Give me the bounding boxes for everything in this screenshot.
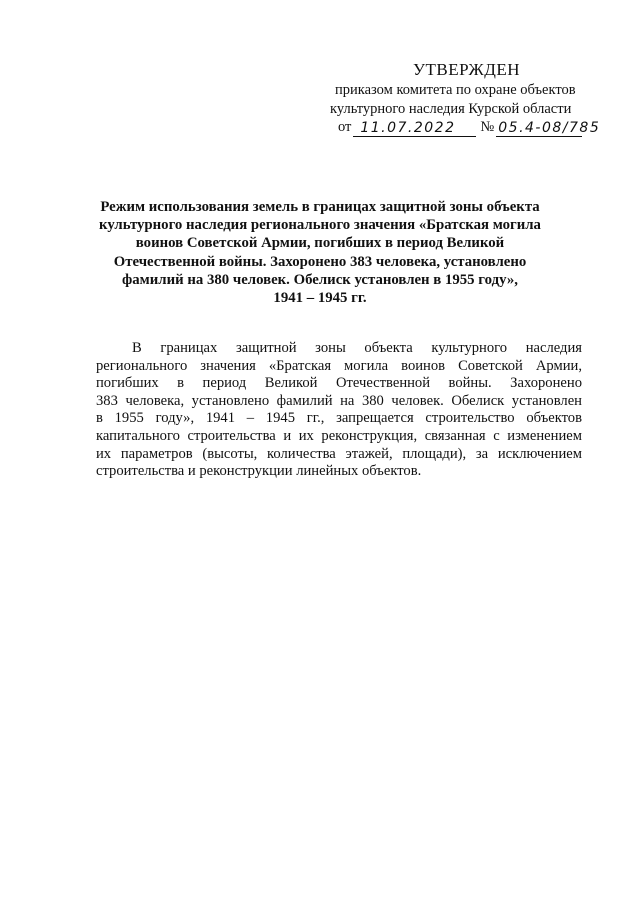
title-line: культурного наследия регионального значения «Братская могила bbox=[99, 217, 541, 234]
handwritten-number: 05.4-08/785 bbox=[498, 120, 601, 136]
approval-committee-line: культурного наследия Курской области bbox=[330, 101, 572, 117]
body-line: капитального строительства и их реконструкция, связанная с изменением bbox=[96, 427, 582, 444]
date-underline-tail bbox=[462, 120, 476, 137]
number-prefix: № bbox=[480, 119, 495, 135]
title-line: 1941 – 1945 гг. bbox=[273, 290, 367, 307]
body-line: строительства и реконструкции линейных объектов. bbox=[96, 463, 422, 480]
approval-order-line: приказом комитета по охране объектов bbox=[335, 82, 576, 98]
title-line: Режим использования земель в границах защитной зоны объекта bbox=[100, 199, 540, 215]
document-title bbox=[88, 198, 552, 307]
title-line: фамилий на 380 человек. Обелиск установлен в 1955 году», bbox=[122, 271, 518, 288]
handwritten-date: 11.07.2022 bbox=[353, 120, 462, 137]
title-line: воинов Советской Армии, погибших в период Великой bbox=[135, 235, 505, 252]
approval-date-number-line bbox=[338, 118, 601, 137]
body-line: регионального значения «Братская могила воинов Советской Армии, bbox=[96, 357, 582, 374]
body-line: их параметров (высоты, количества этажей, площади), за исключением bbox=[96, 445, 582, 462]
body-line: в 1955 году», 1941 – 1945 гг., запрещается строительство объектов bbox=[96, 410, 582, 427]
body-line: 383 человека, установлено фамилий на 380 человек. Обелиск установлен bbox=[96, 392, 582, 409]
body-paragraph bbox=[96, 340, 582, 481]
body-line: погибших в период Великой Отечественной войны. Захоронено bbox=[96, 375, 582, 392]
approval-heading: УТВЕРЖДЕН bbox=[413, 60, 520, 79]
title-line: Отечественной войны. Захоронено 383 человека, установлено bbox=[113, 253, 527, 270]
body-line: В границах защитной зоны объекта культурного наследия bbox=[132, 340, 582, 356]
date-prefix: от bbox=[338, 119, 352, 135]
